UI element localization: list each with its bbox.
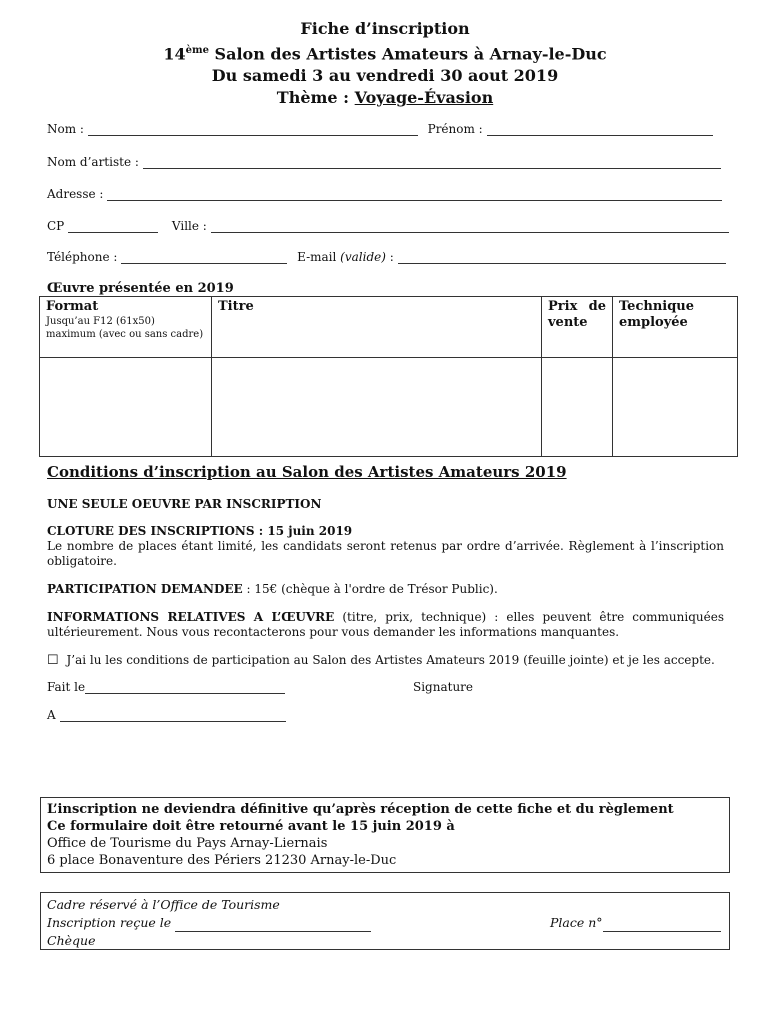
cheque-row [47, 932, 723, 950]
cheque-input-line[interactable] [95, 937, 715, 950]
cloture-text: Le nombre de places étant limité, les candidats seront retenus par ordre d’arrivée. Règlement à l’inscription obligatoire. [47, 539, 724, 568]
email-label: E-mail [297, 250, 337, 264]
salon-name: Salon des Artistes Amateurs à Arnay-le-Duc [208, 44, 607, 64]
conditions-title: Conditions d’inscription au Salon des Artistes Amateurs 2019 [47, 463, 567, 481]
city-row [47, 219, 729, 233]
info-block [47, 610, 724, 640]
accept-checkbox[interactable]: ☐ [47, 653, 59, 668]
recue-input-line[interactable] [175, 919, 371, 932]
oeuvre-table [39, 296, 738, 457]
prix-header: Prix de vente [548, 299, 606, 330]
cheque-label: Chèque [47, 933, 96, 948]
cloture-title: CLOTURE DES INSCRIPTIONS : 15 juin 2019 [47, 524, 353, 538]
place-input-line[interactable] [603, 919, 721, 932]
office-address: 6 place Bonaventure des Périers 21230 Arnay-le-Duc [47, 853, 397, 868]
email-colon: : [385, 250, 394, 264]
ville-label: Ville : [171, 219, 207, 233]
technique-header-cell [613, 297, 738, 358]
format-entry-cell[interactable] [40, 358, 212, 457]
format-note: Jusqu’au F12 (61x50) maximum (avec ou sans cadre) [46, 316, 204, 340]
participation-text: : 15€ (chèque à l'ordre de Trésor Public). [242, 582, 498, 596]
ville-input-line[interactable] [211, 220, 729, 233]
email-valide-note: (valide) [340, 250, 386, 264]
telephone-label: Téléphone : [47, 250, 118, 264]
technique-header: Technique employée [619, 299, 695, 330]
artist-name-row [47, 155, 721, 169]
titre-entry-cell[interactable] [212, 358, 542, 457]
one-work-rule: UNE SEULE OEUVRE PAR INSCRIPTION [47, 497, 322, 511]
oeuvre-header-row [40, 297, 738, 358]
accept-text: J’ai lu les conditions de participation au Salon des Artistes Amateurs 2019 (feuille jointe) et je les accepte. [66, 653, 715, 667]
adresse-input-line[interactable] [107, 188, 722, 201]
accept-row [47, 653, 724, 668]
cp-input-line[interactable] [68, 220, 158, 233]
place-label: Place n° [550, 915, 603, 930]
office-reserved-title: Cadre réservé à l’Office de Tourisme [47, 897, 280, 912]
office-reserved-box [40, 892, 730, 950]
salon-title [0, 40, 770, 65]
name-row [47, 122, 713, 136]
cloture-block [47, 524, 724, 569]
form-title: Fiche d’inscription [300, 19, 470, 38]
email-input-line[interactable] [398, 251, 726, 264]
prenom-label: Prénom : [427, 122, 483, 136]
edition-number: 14 [163, 44, 186, 64]
prix-header-cell [542, 297, 613, 358]
theme-value: Voyage-Évasion [354, 88, 494, 108]
signature-label: Signature [413, 680, 474, 694]
titre-header: Titre [218, 299, 254, 314]
contact-row [47, 250, 726, 264]
adresse-label: Adresse : [47, 187, 104, 201]
nom-input-line[interactable] [88, 123, 418, 136]
technique-entry-cell[interactable] [613, 358, 738, 457]
telephone-input-line[interactable] [121, 251, 287, 264]
notice-line-1: L’inscription ne deviendra définitive qu’après réception de cette fiche et du règlement [47, 802, 674, 817]
prenom-input-line[interactable] [487, 123, 713, 136]
notice-box [40, 797, 730, 873]
fait-le-label: Fait le [47, 680, 86, 694]
a-label: A [47, 708, 56, 722]
nom-label: Nom : [47, 122, 84, 136]
fait-le-input-line[interactable] [85, 681, 285, 694]
event-dates: Du samedi 3 au vendredi 30 aout 2019 [211, 66, 559, 86]
prix-entry-cell[interactable] [542, 358, 613, 457]
nom-artiste-label: Nom d’artiste : [47, 155, 139, 169]
cp-label: CP [47, 219, 65, 233]
theme-label: Thème : [276, 88, 355, 108]
office-name: Office de Tourisme du Pays Arnay-Liernais [47, 836, 328, 851]
fait-le-row [47, 680, 474, 694]
format-header: Format [46, 299, 99, 314]
form-title-block [0, 18, 770, 109]
participation-label: PARTICIPATION DEMANDEE [47, 582, 243, 596]
place-group [550, 914, 721, 932]
participation-block [47, 582, 724, 597]
notice-line-2: Ce formulaire doit être retourné avant le 15 juin 2019 à [47, 819, 455, 834]
oeuvre-heading: Œuvre présentée en 2019 [47, 281, 234, 296]
titre-header-cell [212, 297, 542, 358]
info-text: (titre, prix, technique) : elles peuvent être communiquées ultérieurement. Nous vous recontacterons pour vous demander les informations manquantes. [47, 610, 724, 639]
edition-suffix: ème [185, 45, 209, 56]
a-input-line[interactable] [60, 709, 286, 722]
recue-label: Inscription reçue le [47, 915, 172, 930]
oeuvre-entry-row [40, 358, 738, 457]
address-row [47, 187, 722, 201]
theme-line [0, 87, 770, 109]
info-label: INFORMATIONS RELATIVES A L’ŒUVRE [47, 610, 335, 624]
format-header-cell [40, 297, 212, 358]
a-row [47, 708, 286, 722]
recue-row [47, 914, 723, 932]
nom-artiste-input-line[interactable] [143, 156, 721, 169]
